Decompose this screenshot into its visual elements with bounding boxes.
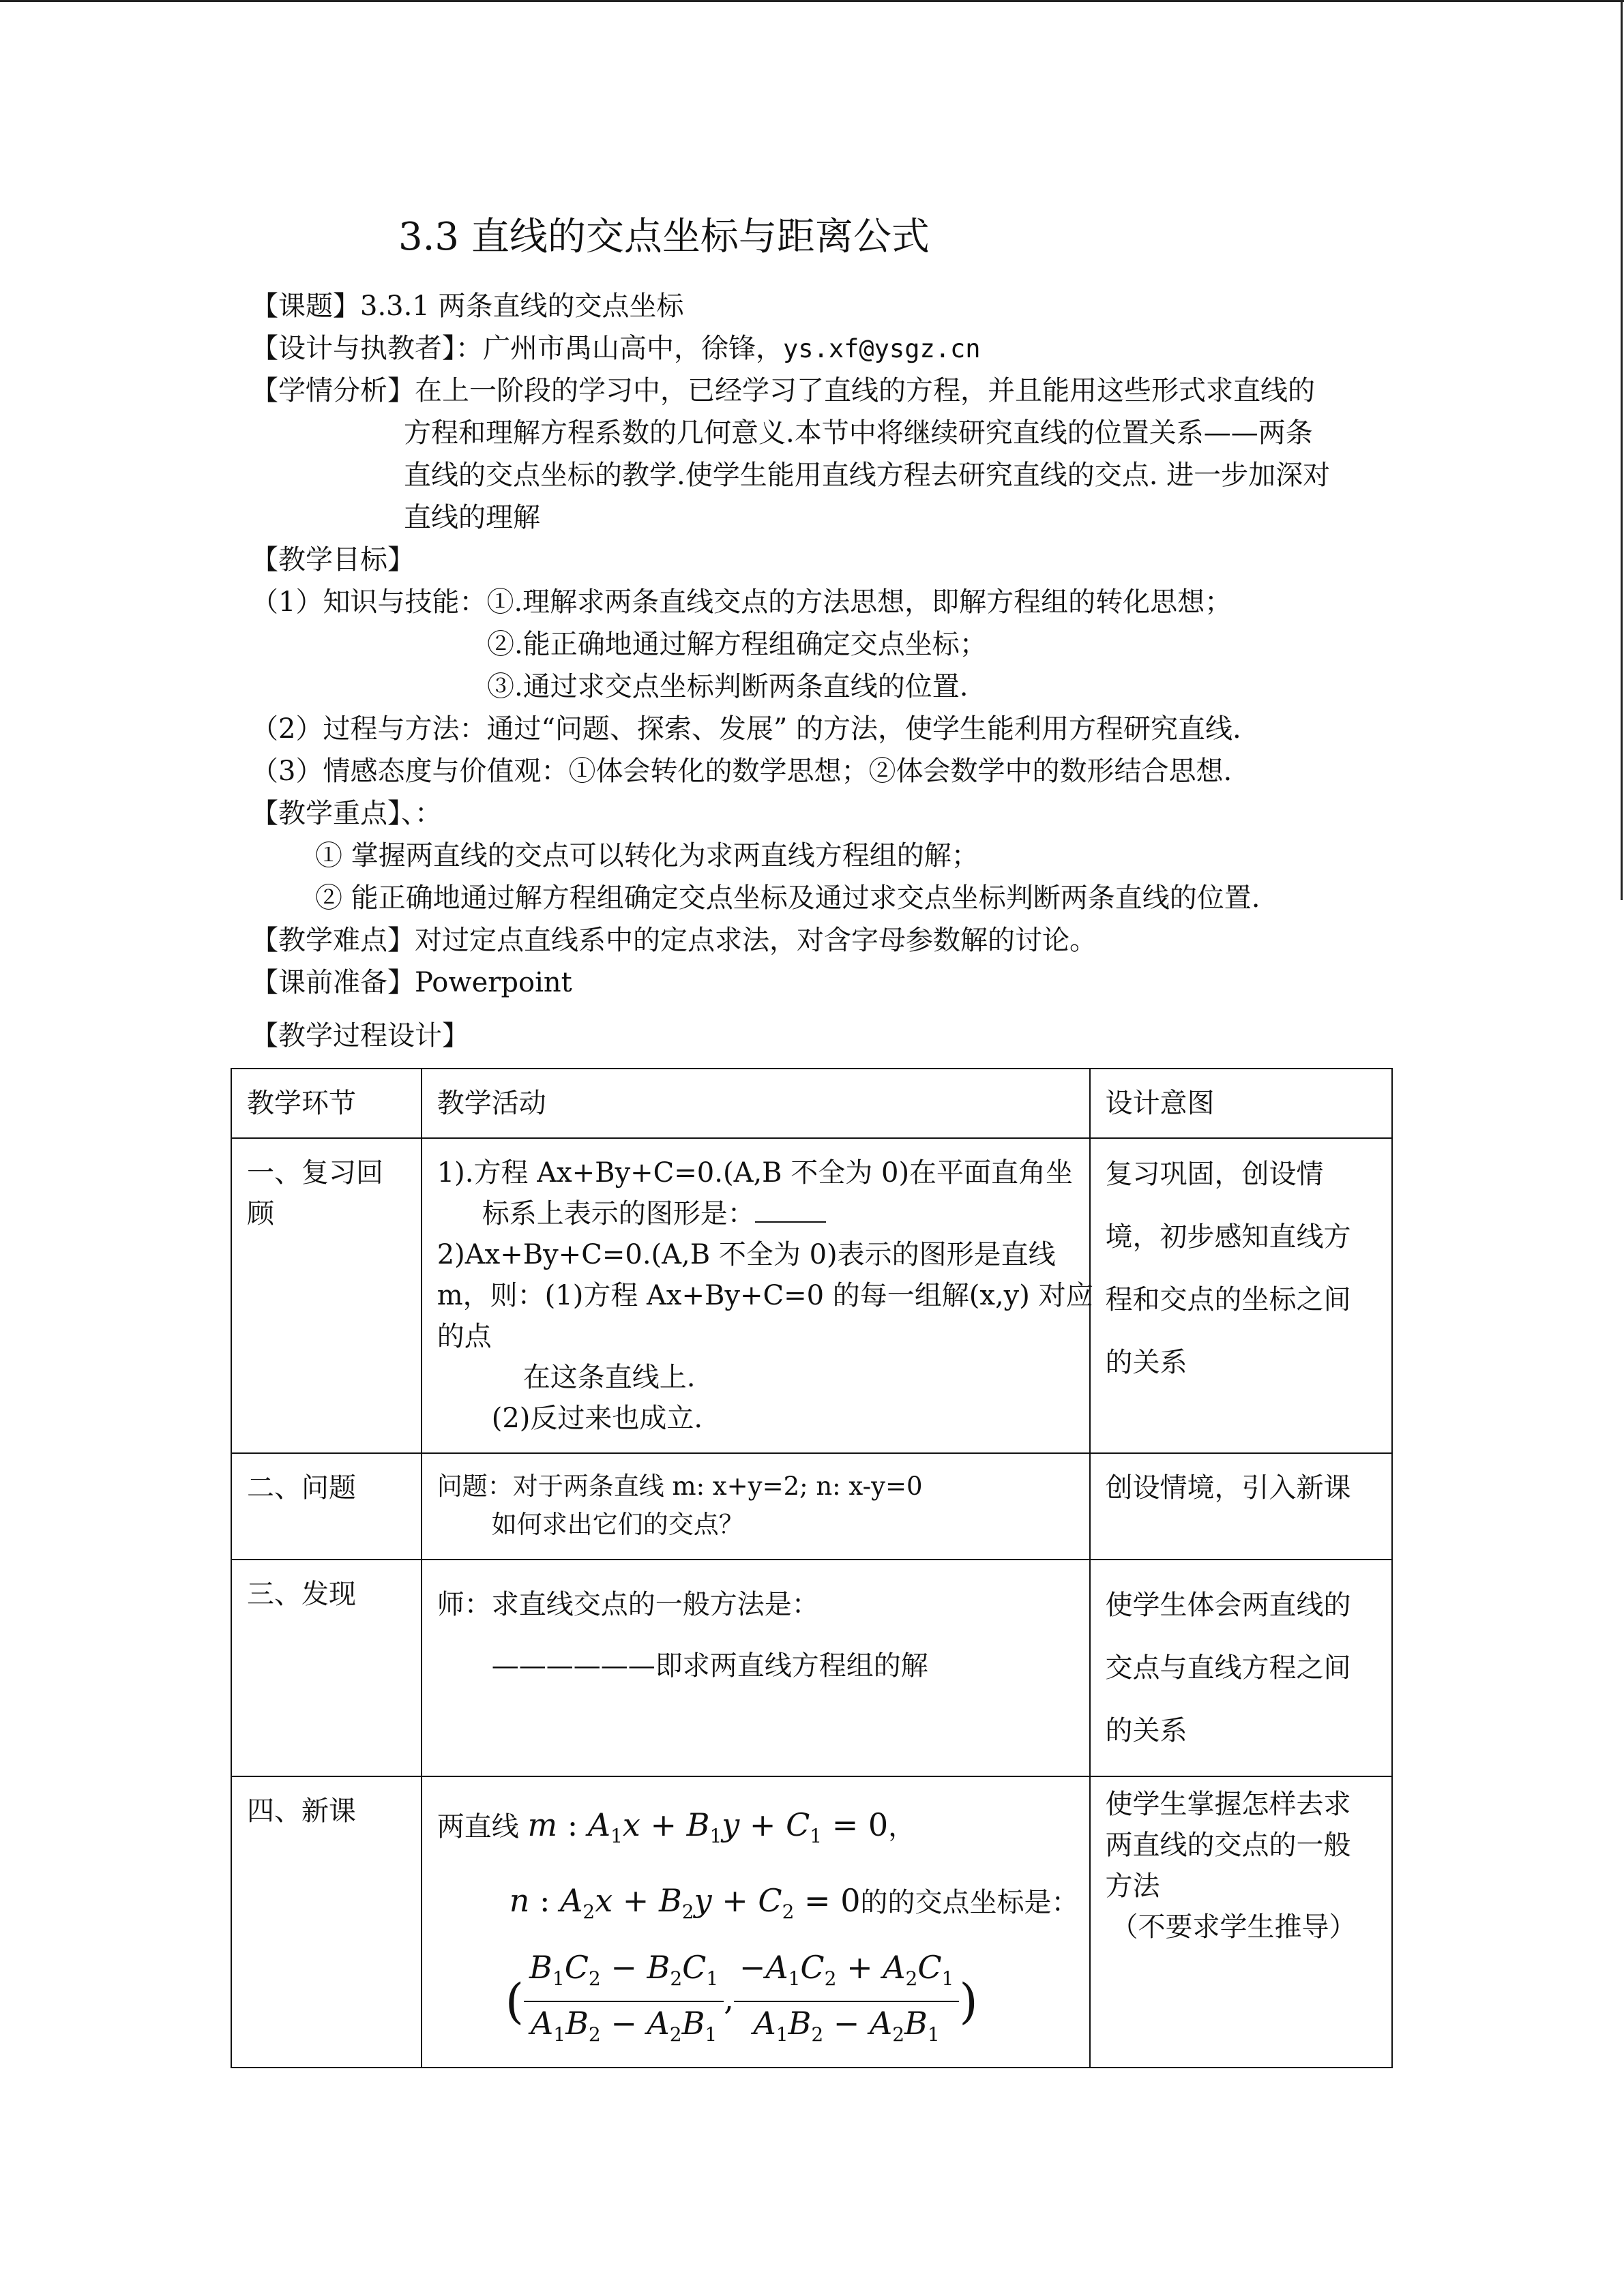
topic-label: 【课题】 [251, 290, 360, 322]
intersection-coordinates: ( $\frac{B_1C_2 - B_2C_1}{A_1B_2 - A_2B_1}$ , $\frac{-A_1C_2 + A_2C_1}{A_1B_2 - A_2B_1}$ ) [505, 1980, 978, 2017]
activity-review-line-4: m，则：(1)方程 Ax+By+C=0 的每一组解(x,y) 对应 [437, 1280, 1093, 1311]
intent-review-line-2: 境，初步感知直线方 [1105, 1221, 1351, 1253]
key-points-suffix: 、： [401, 798, 442, 829]
intent-new-line-3: 方法 [1105, 1870, 1160, 1902]
difficulty-label: 【教学难点】 [251, 925, 415, 956]
stage-review: 一、复习回顾 [231, 1138, 422, 1453]
stage-new-lesson: 四、新课 [231, 1776, 422, 2068]
analysis-line-2: 方程和理解方程系数的几何意义.本节中将继续研究直线的位置关系——两条 [404, 417, 1313, 449]
key-point-2: ② 能正确地通过解方程组确定交点坐标及通过求交点坐标判断两条直线的位置. [315, 882, 1260, 914]
formula-prefix: 两直线 [437, 1811, 519, 1843]
activity-review-line-1: 1).方程 Ax+By+C=0.(A,B 不全为 0)在平面直角坐 [437, 1157, 1074, 1189]
goal-knowledge-prefix: （1）知识与技能： [251, 586, 487, 618]
stage-question: 二、问题 [231, 1453, 422, 1560]
x-coordinate-fraction: $\frac{B_1C_2 - B_2C_1}{A_1B_2 - A_2B_1}$ [524, 1949, 724, 2053]
activity-discover-line-2: ——————即求两直线方程组的解 [491, 1650, 928, 1682]
analysis-text: 在上一阶段的学习中，已经学习了直线的方程，并且能用这些形式求直线的 [415, 375, 1315, 406]
difficulty-text: 对过定点直线系中的定点求法，对含字母参数解的讨论。 [415, 925, 1097, 956]
author-line [251, 327, 981, 370]
activity-review-line-3: 2)Ax+By+C=0.(A,B 不全为 0)表示的图形是直线 [437, 1239, 1056, 1270]
intent-review-line-1: 复习巩固，创设情 [1105, 1159, 1324, 1190]
page-right-border [1621, 0, 1623, 900]
activity-review [422, 1138, 1093, 1453]
intent-review [1090, 1138, 1392, 1453]
intent-question [1090, 1453, 1392, 1560]
activity-review-line-7: (2)反过来也成立. [491, 1403, 703, 1434]
process-design-heading: 【教学过程设计】 [251, 1020, 469, 1052]
activity-question [422, 1453, 1090, 1560]
intent-discover [1090, 1560, 1392, 1776]
table-row-new-lesson [231, 1776, 1392, 2068]
formula-line-m [437, 1804, 1074, 1857]
activity-review-line-6: 在这条直线上. [522, 1362, 696, 1393]
intent-discover-line-1: 使学生体会两直线的 [1105, 1590, 1351, 1621]
preparation-text: Powerpoint [415, 967, 572, 998]
intersection-formula [437, 1949, 1074, 2053]
goals-heading: 【教学目标】 [251, 544, 415, 576]
intent-new-line-4: （不要求学生推导） [1110, 1911, 1357, 1943]
document-title: 3.3 直线的交点坐标与距离公式 [398, 215, 930, 259]
author-text: ：广州市禺山高中，徐锋， [456, 333, 783, 364]
activity-new-lesson [422, 1776, 1090, 2068]
analysis-line-1 [251, 370, 1315, 412]
intent-new-line-2: 两直线的交点的一般 [1105, 1830, 1351, 1861]
analysis-line-4: 直线的理解 [404, 502, 540, 533]
activity-review-line-2: 标系上表示的图形是： [437, 1193, 1074, 1234]
intent-new-lesson [1090, 1776, 1392, 2068]
topic-line [251, 285, 684, 327]
key-point-1: ① 掌握两直线的交点可以转化为求两直线方程组的解； [315, 840, 979, 871]
intent-discover-line-2: 交点与直线方程之间 [1105, 1652, 1351, 1684]
key-points-label: 【教学重点】 [251, 798, 401, 829]
stage-discover: 三、发现 [231, 1560, 422, 1776]
topic-text: 3.3.1 两条直线的交点坐标 [360, 290, 684, 322]
analysis-line-3: 直线的交点坐标的教学.使学生能用直线方程去研究直线的交点. 进一步加深对 [404, 460, 1331, 491]
goal-knowledge-2: ②.能正确地通过解方程组确定交点坐标； [487, 629, 987, 660]
analysis-label: 【学情分析】 [251, 375, 415, 406]
table-row-question [231, 1453, 1392, 1560]
author-email: ys.xf@ysgz.cn [783, 334, 981, 363]
table-header-row [231, 1069, 1392, 1138]
goal-knowledge-3: ③.通过求交点坐标判断两条直线的位置. [487, 671, 969, 702]
activity-review-line-5: 的点 [437, 1321, 492, 1352]
activity-discover-line-1: 师：求直线交点的一般方法是： [437, 1589, 819, 1620]
header-stage: 教学环节 [231, 1069, 422, 1138]
intent-question-line-1: 创设情境，引入新课 [1105, 1472, 1351, 1504]
intent-discover-line-3: 的关系 [1105, 1715, 1187, 1746]
difficulty-line [251, 919, 1097, 961]
table-row-review [231, 1138, 1392, 1453]
page-top-border [0, 0, 1624, 2]
teaching-process-table [231, 1068, 1393, 2068]
y-coordinate-fraction: $\frac{-A_1C_2 + A_2C_1}{A_1B_2 - A_2B_1}$ [734, 1949, 960, 2053]
formula-line-n [437, 1880, 1079, 1933]
answer-blank [755, 1199, 826, 1223]
activity-question-line-1: 问题：对于两条直线 m: x+y=2; n: x-y=0 [437, 1472, 923, 1501]
table-row-discover [231, 1560, 1392, 1776]
intent-new-line-1: 使学生掌握怎样去求 [1105, 1789, 1351, 1820]
formula-comma: ， [888, 1811, 916, 1843]
header-intent: 设计意图 [1090, 1069, 1392, 1138]
activity-discover [422, 1560, 1090, 1776]
intent-review-line-4: 的关系 [1105, 1347, 1187, 1378]
formula-suffix: 的的交点坐标是： [860, 1887, 1079, 1919]
key-points-heading [251, 792, 442, 835]
activity-question-line-2: 如何求出它们的交点？ [491, 1510, 744, 1539]
goal-emotion: （3）情感态度与价值观：①体会转化的数学思想；②体会数学中的数形结合思想. [251, 756, 1232, 787]
goal-knowledge-text: ①.理解求两条直线交点的方法思想，即解方程组的转化思想； [486, 586, 1232, 618]
header-activity: 教学活动 [422, 1069, 1090, 1138]
preparation-line [251, 961, 572, 1004]
goal-process: （2）过程与方法：通过“问题、探索、发展” 的方法，使学生能利用方程研究直线. [251, 713, 1241, 745]
preparation-label: 【课前准备】 [251, 967, 415, 998]
equation-n: n : $A_2x + B_2y + C_2 = 0$ [509, 1882, 861, 1924]
author-label: 【设计与执教者】 [251, 333, 456, 364]
intent-review-line-3: 程和交点的坐标之间 [1105, 1284, 1351, 1315]
goal-knowledge-1 [251, 581, 1232, 623]
equation-m: m : $A_1x + B_1y + C_1 = 0$ [527, 1806, 889, 1848]
